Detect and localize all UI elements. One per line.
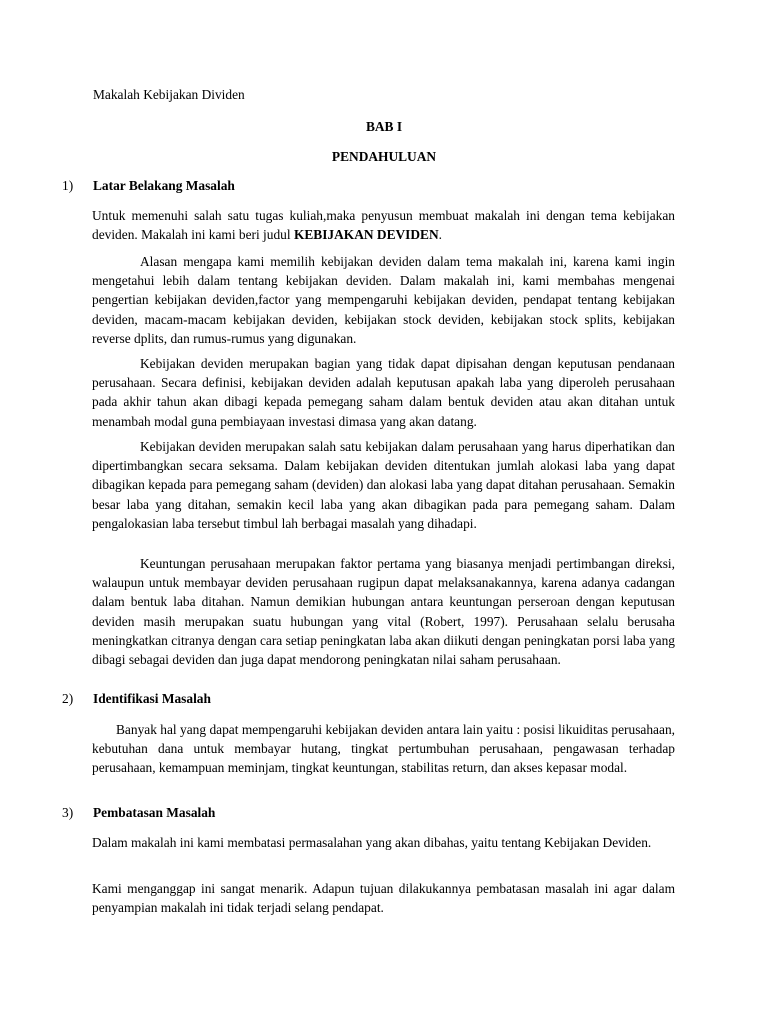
section-number-3: 3) [62,805,74,820]
paragraph: Kebijakan deviden merupakan bagian yang tidak dapat dipisahan dengan keputusan pendanaan perusahaan. Secara definisi, kebijakan deviden adalah keputusan apakah laba yang diperoleh perusahaan pada akhir tahun akan dibagi kepada pemegang saham dalam bentuk deviden atau akan ditahan untuk menambah modal guna pembiayaan investasi dimasa yang akan datang. [92,356,675,429]
section-heading-1 [62,178,235,194]
paragraph: Banyak hal yang dapat mempengaruhi kebijakan deviden antara lain yaitu : posisi likuiditas perusahaan, kebutuhan dana untuk membayar hutang, tingkat pertumbuhan perusahaan, pengawasan terhadap perusahaan, kemampuan meminjam, tingkat keuntungan, stabilitas return, dan akses kepasar modal. [92,722,675,776]
section-title-2: Identifikasi Masalah [93,691,211,706]
paragraph-text: Untuk memenuhi salah satu tugas kuliah,maka penyusun membuat makalah ini dengan tema kebijakan deviden. Makalah ini kami beri judul [92,208,675,243]
section-number-2: 2) [62,691,74,706]
document-title: Makalah Kebijakan Dividen [93,87,245,102]
paragraph: Alasan mengapa kami memilih kebijakan deviden dalam tema makalah ini, karena kami ingin mengetahui lebih dalam tentang kebijakan deviden. Dalam makalah ini, kami membahas mengenai pengertian kebijakan deviden,factor yang mempengaruhi kebijakan deviden, pendapat tentang kebijakan deviden, macam-macam kebijakan deviden, kebijakan stock deviden, kebijakan stock splits, kebijakan reverse dplits, dan rumus-rumus yang digunakan. [92,254,675,346]
section-title-1: Latar Belakang Masalah [93,178,235,193]
paragraph: Kebijakan deviden merupakan salah satu kebijakan dalam perusahaan yang harus diperhatikan dan dipertimbangkan secara seksama. Dalam kebijakan deviden ditentukan jumlah alokasi laba yang dapat dibagikan kepada para pemegang saham (deviden) dan alokasi laba yang dapat ditahan perusahaan. Semakin besar laba yang ditahan, semakin kecil laba yang akan dibagikan pada para pemegang saham. Dalam pengalokasian laba tersebut timbul lah berbagai masalah yang dihadapi. [92,439,675,531]
section-heading-2 [62,691,211,707]
paragraph: Dalam makalah ini kami membatasi permasalahan yang akan dibahas, yaitu tentang Kebijakan Deviden. [92,835,652,850]
bab-heading: BAB I [365,119,403,134]
section-heading-3 [62,805,215,821]
chapter-heading: PENDAHULUAN [331,149,437,164]
paragraph-end: . [438,227,443,243]
paragraph: Kami menganggap ini sangat menarik. Adapun tujuan dilakukannya pembatasan masalah ini agar dalam penyampian makalah ini tidak terjadi selang pendapat. [92,881,675,916]
paragraph: Keuntungan perusahaan merupakan faktor pertama yang biasanya menjadi pertimbangan direksi, walaupun untuk membayar deviden perusahaan rugipun dapat melaksanakannya, karena adanya cadangan dalam bentuk laba ditahan. Namun demikian hubungan antara keuntungan perseroan dengan keputusan deviden masih merupakan suatu hubungan yang vital (Robert, 1997). Perusahaan selalu berusaha meningkatkan citranya dengan cara setiap peningkatan laba akan diikuti dengan peningkatan porsi laba yang dibagi sebagai deviden dan juga dapat mendorong peningkatan nilai saham perusahaan. [92,556,675,668]
section-title-3: Pembatasan Masalah [93,805,216,820]
paragraph [92,206,675,244]
paper-title-bold: KEBIJAKAN DEVIDEN [293,227,439,243]
section-number-1: 1) [62,178,74,193]
